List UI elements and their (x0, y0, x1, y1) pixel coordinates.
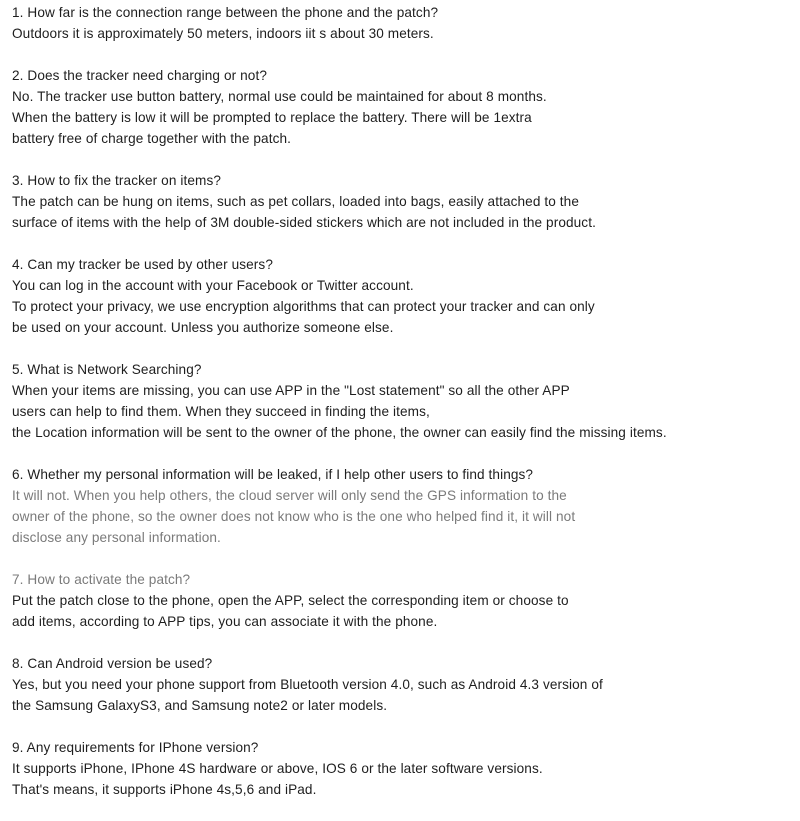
faq-item-9 (12, 737, 792, 800)
faq-answer-line: be used on your account. Unless you authorize someone else. (12, 320, 394, 335)
faq-item-4 (12, 254, 792, 338)
faq-item-3 (12, 170, 792, 233)
faq-answer-line: When your items are missing, you can use APP in the "Lost statement" so all the other APP (12, 383, 570, 398)
faq-item-5 (12, 359, 792, 443)
faq-document (12, 2, 792, 821)
faq-item-8 (12, 653, 792, 716)
faq-answer-line: add items, according to APP tips, you can associate it with the phone. (12, 614, 438, 629)
faq-answer-line: It will not. When you help others, the cloud server will only send the GPS information to the (12, 488, 567, 503)
faq-answer-line: The patch can be hung on items, such as pet collars, loaded into bags, easily attached to the (12, 194, 579, 209)
faq-question: 2. Does the tracker need charging or not? (12, 68, 267, 83)
faq-item-2 (12, 65, 792, 149)
faq-question: 9. Any requirements for IPhone version? (12, 740, 259, 755)
faq-answer-line: You can log in the account with your Facebook or Twitter account. (12, 278, 414, 293)
faq-item-7 (12, 569, 792, 632)
faq-answer-line: No. The tracker use button battery, normal use could be maintained for about 8 months. (12, 89, 547, 104)
faq-answer-line: Yes, but you need your phone support from Bluetooth version 4.0, such as Android 4.3 version of (12, 677, 603, 692)
faq-answer-line: It supports iPhone, IPhone 4S hardware or above, IOS 6 or the later software versions. (12, 761, 543, 776)
faq-item-6 (12, 464, 792, 548)
faq-question: 8. Can Android version be used? (12, 656, 213, 671)
faq-question: 4. Can my tracker be used by other users? (12, 257, 273, 272)
faq-answer-line: owner of the phone, so the owner does not know who is the one who helped find it, it will not (12, 509, 576, 524)
faq-answer-line: disclose any personal information. (12, 530, 221, 545)
faq-answer-line: the Samsung GalaxyS3, and Samsung note2 or later models. (12, 698, 388, 713)
faq-item-1 (12, 2, 792, 44)
faq-question: 3. How to fix the tracker on items? (12, 173, 221, 188)
faq-question: 7. How to activate the patch? (12, 572, 191, 587)
faq-answer-line: To protect your privacy, we use encryption algorithms that can protect your tracker and can only (12, 299, 595, 314)
faq-question: 6. Whether my personal information will be leaked, if I help other users to find things? (12, 467, 534, 482)
faq-answer-line: That's means, it supports iPhone 4s,5,6 and iPad. (12, 782, 317, 797)
faq-question: 5. What is Network Searching? (12, 362, 202, 377)
faq-answer-line: users can help to find them. When they succeed in finding the items, (12, 404, 430, 419)
faq-answer-line: Outdoors it is approximately 50 meters, indoors iit s about 30 meters. (12, 26, 434, 41)
faq-answer-line: When the battery is low it will be prompted to replace the battery. There will be 1extra (12, 110, 532, 125)
faq-answer-line: surface of items with the help of 3M double-sided stickers which are not included in the product. (12, 215, 596, 230)
faq-answer-line: Put the patch close to the phone, open the APP, select the corresponding item or choose to (12, 593, 569, 608)
faq-answer-line: the Location information will be sent to the owner of the phone, the owner can easily find the missing items. (12, 425, 667, 440)
faq-answer-line: battery free of charge together with the patch. (12, 131, 292, 146)
faq-question: 1. How far is the connection range between the phone and the patch? (12, 5, 439, 20)
